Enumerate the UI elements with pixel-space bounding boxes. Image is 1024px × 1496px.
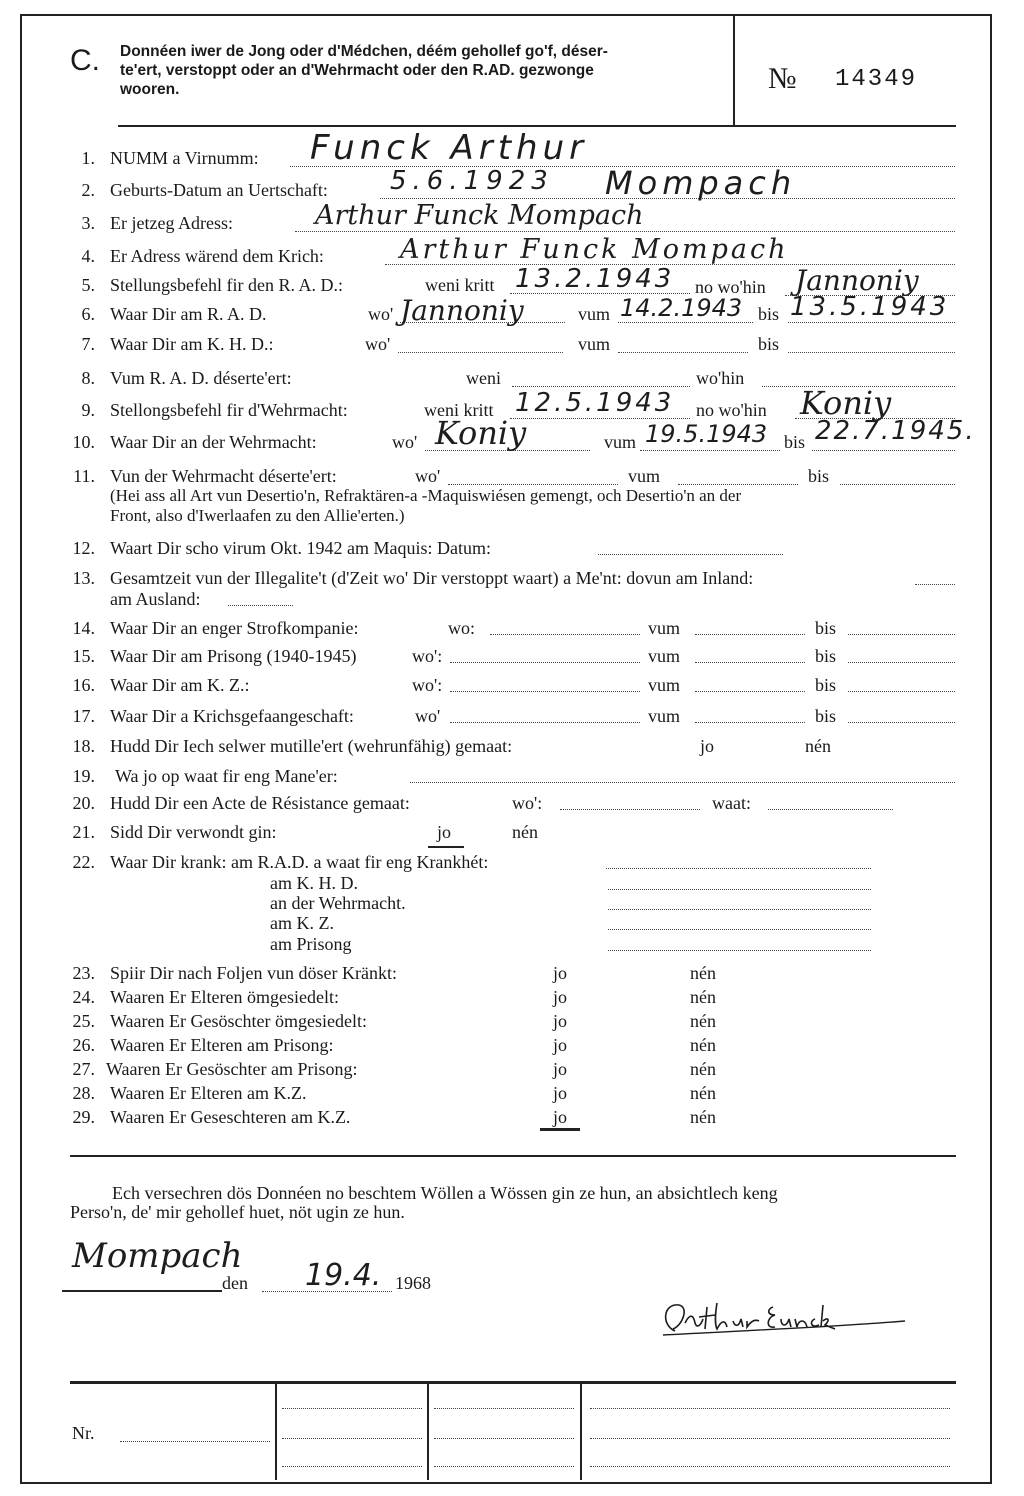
pow-label: Waar Dir a Krichsgefaangeschaft: [110,706,354,726]
illegality-abroad-line [228,605,293,606]
footer-col-divider-2 [427,1382,429,1480]
wehrmacht-desert-wo-label: wo' [415,466,441,486]
maquis-line [598,554,783,555]
row-number: 19. [72,766,95,786]
current-address-line [295,231,955,232]
siblings-resettled-label: Waaren Er Gesöschter ömgesiedelt: [110,1011,367,1031]
wehrmacht-wo-value: Koniy [435,414,527,452]
wehrmacht-label: Waar Dir an der Wehrmacht: [110,432,317,452]
parents-resettled-label: Waaren Er Elteren ömgesiedelt: [110,987,339,1007]
form-number: 14349 [835,66,918,93]
pow-bis-label: bis [815,706,837,726]
siblings-kz-nen: nén [690,1107,716,1127]
header-title-line3: wooren. [120,81,180,98]
wehrmacht-desert-note2: Front, also d'Iwerlaafen zu den Allie'erten.) [110,506,405,525]
pow-bis-line [848,722,955,723]
pow-vum-line [695,722,805,723]
illegality-inland-line [915,584,955,585]
siblings-prison-nen: nén [690,1059,716,1079]
rad-order-nowohin-label: no wo'hin [695,277,766,297]
rad-order-nowohin-value: Jannoniy [795,264,919,297]
footer-cell-line [434,1466,574,1467]
footer-cell-line [282,1466,422,1467]
siblings-prison-label: Waaren Er Gesöschter am Prisong: [106,1059,358,1079]
header-title-line1: Donnéen iwer de Jong oder d'Médchen, déém gehollef go'f, déser- [120,43,608,60]
rad-desert-weni-label: weni [466,368,501,388]
sick-prison-line [608,950,871,951]
current-address-label: Er jetzeg Adress: [110,213,233,233]
footer-col-divider-3 [580,1382,582,1480]
rad-desert-weni-line [512,386,690,387]
rad-bis-line [788,322,955,323]
khd-bis-label: bis [758,334,780,354]
war-address-label: Er Adress wärend dem Krich: [110,246,324,266]
illegality-abroad-label: am Ausland: [110,589,201,609]
birth-label: Geburts-Datum an Uertschaft: [110,180,328,200]
resistance-label: Hudd Dir een Acte de Résistance gemaat: [110,793,410,813]
birth-date-value: 5.6.1923 [390,166,554,196]
wehrmacht-order-weni-line [510,418,690,419]
rad-order-weni-value: 13.2.1943 [515,264,675,294]
wehrmacht-desert-bis-label: bis [808,466,830,486]
row-number: 2. [81,180,95,200]
prison-wo-line [450,662,640,663]
header-underline [118,125,956,127]
row-number: 17. [72,706,95,726]
siblings-resettled-jo: jo [553,1011,568,1031]
row-number: 26. [72,1035,95,1055]
siblings-prison-jo: jo [553,1059,568,1079]
wehrmacht-desert-vum-line [678,484,798,485]
row-number: 11. [73,466,95,486]
header-title [120,42,608,99]
row-number: 13. [72,568,95,588]
birth-place-value: Mompach [605,164,797,202]
sick-rad-line [606,868,871,869]
wehrmacht-wo-label: wo' [392,432,418,452]
illness-consequences-jo: jo [553,963,568,983]
wounded-jo: jo [437,822,452,842]
resistance-wo-line [560,809,700,810]
current-address-value: Arthur Funck Mompach [315,200,644,231]
kz-vum-label: vum [648,675,681,695]
pow-wo-line [450,722,640,723]
pow-wo-label: wo' [415,706,441,726]
wehrmacht-order-label: Stellongsbefehl fir d'Wehrmacht: [110,400,348,420]
prison-label: Waar Dir am Prisong (1940-1945) [110,646,357,666]
kz-vum-line [695,691,805,692]
wehrmacht-vum-line [640,450,780,451]
khd-bis-line [788,352,955,353]
rad-bis-label: bis [758,304,780,324]
manner-line [410,782,955,783]
header-divider [733,16,735,126]
signature-den-label: den [222,1273,248,1293]
kz-wo-label: wo': [412,675,443,695]
manner-label: Wa jo op waat fir eng Mane'er: [115,766,338,786]
rad-bis-value: 13.5.1943 [790,292,950,322]
rad-vum-value: 14.2.1943 [620,294,743,322]
kz-wo-line [450,691,640,692]
resistance-waat-line [768,809,893,810]
row-number: 16. [72,675,95,695]
illness-consequences-label: Spiir Dir nach Foljen vun döser Kränkt: [110,963,397,983]
parents-prison-nen: nén [690,1035,716,1055]
war-address-value: Arthur Funck Mompach [400,234,789,265]
sick-kz-label: am K. Z. [270,913,334,933]
wounded-nen: nén [512,822,538,842]
rad-wo-label: wo' [368,304,394,324]
wounded-label: Sidd Dir verwondt gin: [110,822,277,842]
sick-khd-label: am K. H. D. [270,873,358,893]
row-number: 25. [72,1011,95,1031]
row-number: 10. [72,432,95,452]
footer-cell-line [590,1408,950,1409]
penal-company-bis-label: bis [815,618,837,638]
row-number: 14. [72,618,95,638]
prison-wo-label: wo': [412,646,443,666]
wehrmacht-desert-label: Vun der Wehrmacht déserte'ert: [110,466,337,486]
row-number: 5. [81,275,95,295]
row-number: 20. [72,793,95,813]
resistance-waat-label: waat: [712,793,751,813]
footer-cell-line [282,1408,422,1409]
sick-wehrmacht-line [608,909,871,910]
penal-company-vum-line [695,634,805,635]
wehrmacht-desert-vum-label: vum [628,466,661,486]
siblings-resettled-nen: nén [690,1011,716,1031]
illegality-label: Gesamtzeit vun der Illegalite't (d'Zeit wo' Dir verstoppt waart) a Me'nt: dovun am Inland: [110,568,754,588]
row-number: 7. [81,334,95,354]
parents-prison-label: Waaren Er Elteren am Prisong: [110,1035,334,1055]
signature-place-underline [62,1290,222,1292]
rad-desert-wohin-label: wo'hin [696,368,745,388]
illness-consequences-nen: nén [690,963,716,983]
sick-khd-line [608,889,871,890]
siblings-kz-jo: jo [553,1107,568,1127]
rad-order-weni-label: weni kritt [425,275,495,295]
name-label: NUMM a Virnumm: [110,148,259,168]
sick-prison-label: am Prisong [270,934,352,954]
wehrmacht-order-weni-label: weni kritt [424,400,494,420]
row-number: 15. [72,646,95,666]
wehrmacht-vum-value: 19.5.1943 [645,420,768,448]
self-mutilation-nen: nén [805,736,831,756]
penal-company-wo-label: wo: [448,618,475,638]
sick-kz-line [608,929,871,930]
rad-desert-label: Vum R. A. D. déserte'ert: [110,368,292,388]
parents-resettled-nen: nén [690,987,716,1007]
row-number: 22. [72,852,95,872]
wehrmacht-order-weni-value: 12.5.1943 [515,388,675,418]
row-number: 8. [81,368,95,388]
penal-company-label: Waar Dir an enger Strofkompanie: [110,618,359,638]
prison-vum-line [695,662,805,663]
wounded-jo-underline [428,846,464,848]
row-number: 1. [81,148,95,168]
wehrmacht-desert-bis-line [840,484,955,485]
signature-year: 1968 [395,1273,431,1293]
row-number: 24. [72,987,95,1007]
signature-date-value: 19.4. [305,1258,382,1293]
footer-cell-line [434,1408,574,1409]
declaration-separator [70,1155,956,1157]
rad-order-label: Stellungsbefehl fir den R. A. D.: [110,275,343,295]
footer-top-line [70,1381,956,1384]
maquis-label: Waart Dir scho virum Okt. 1942 am Maquis: Datum: [110,538,491,558]
penal-company-wo-line [490,634,640,635]
khd-label: Waar Dir am K. H. D.: [110,334,274,354]
parents-kz-nen: nén [690,1083,716,1103]
kz-label: Waar Dir am K. Z.: [110,675,250,695]
wehrmacht-desert-note1: (Hei ass all Art vun Desertio'n, Refraktären-a -Maquiswiésen gemengt, och Desertio'n an der [110,486,742,505]
declaration-line1: Ech versechren dös Donnéen no beschtem Wöllen a Wössen gin ze hun, an absichtlech keng [112,1183,778,1203]
penal-company-bis-line [848,634,955,635]
sick-wehrmacht-label: an der Wehrmacht. [270,893,406,913]
wehrmacht-desert-wo-line [448,484,618,485]
row-number: 28. [72,1083,95,1103]
wehrmacht-order-nowohin-label: no wo'hin [696,400,767,420]
footer-col-divider-1 [275,1382,277,1480]
kz-bis-label: bis [815,675,837,695]
rad-vum-line [618,322,753,323]
row-number: 21. [72,822,95,842]
row-number: 23. [72,963,95,983]
parents-resettled-jo: jo [553,987,568,1007]
self-mutilation-label: Hudd Dir Iech selwer mutille'ert (wehrunfähig) gemaat: [110,736,513,756]
rad-vum-label: vum [578,304,611,324]
penal-company-vum-label: vum [648,618,681,638]
wehrmacht-bis-line [812,450,955,451]
wehrmacht-bis-value: 22.7.1945. [815,416,976,446]
row-number: 29. [72,1107,95,1127]
number-symbol: № [768,62,797,95]
header-title-line2: te'ert, verstoppt oder an d'Wehrmacht oder den R.AD. gezwonge [120,62,594,79]
row-number: 27. [72,1059,95,1079]
footer-cell-line [590,1466,950,1467]
signature-place: Mompach [72,1236,243,1276]
rad-label: Waar Dir am R. A. D. [110,304,267,324]
declaration-line2: Perso'n, de' mir gehollef huet, nöt ugin ze hun. [70,1202,405,1222]
parents-kz-jo: jo [553,1083,568,1103]
row-number: 18. [72,736,95,756]
section-letter: C. [70,44,100,77]
name-value: Funck Arthur [310,128,589,168]
self-mutilation-jo: jo [700,736,715,756]
prison-vum-label: vum [648,646,681,666]
signature-image [655,1295,915,1343]
footer-cell-line [282,1438,422,1439]
pow-vum-label: vum [648,706,681,726]
siblings-kz-label: Waaren Er Geseschteren am K.Z. [110,1107,351,1127]
resistance-wo-label: wo': [512,793,543,813]
row-number: 6. [81,304,95,324]
row-number: 3. [81,213,95,233]
rad-wo-value: Jannoniy [400,294,524,327]
wehrmacht-vum-label: vum [604,432,637,452]
prison-bis-label: bis [815,646,837,666]
siblings-kz-jo-underline [540,1128,580,1131]
row-number: 9. [81,400,95,420]
kz-bis-line [848,691,955,692]
wehrmacht-bis-label: bis [784,432,806,452]
khd-wo-line [398,352,563,353]
khd-vum-label: vum [578,334,611,354]
footer-cell-line [590,1438,950,1439]
khd-wo-label: wo' [365,334,391,354]
wehrmacht-order-nowohin-value: Koniy [800,384,892,422]
parents-prison-jo: jo [553,1035,568,1055]
footer-nr-line [120,1441,270,1442]
footer-nr-label: Nr. [72,1423,95,1443]
row-number: 4. [81,246,95,266]
parents-kz-label: Waaren Er Elteren am K.Z. [110,1083,307,1103]
sick-label: Waar Dir krank: am R.A.D. a waat fir eng Krankhét: [110,852,489,872]
prison-bis-line [848,662,955,663]
khd-vum-line [618,352,748,353]
row-number: 12. [72,538,95,558]
footer-cell-line [434,1438,574,1439]
